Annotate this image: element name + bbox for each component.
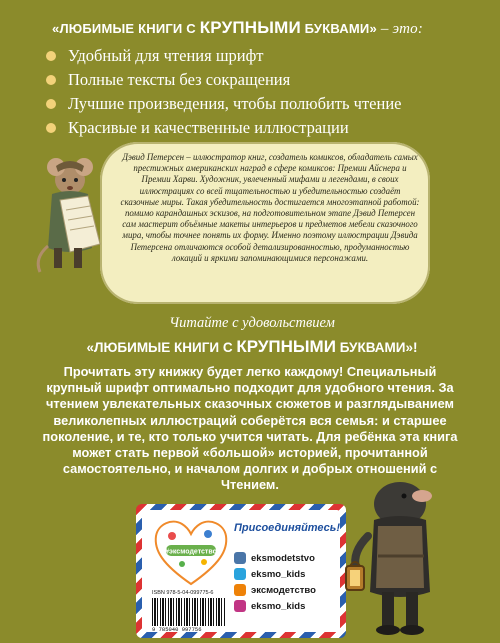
feature-item [46, 116, 466, 140]
quote-close: » [369, 21, 377, 36]
enjoy-line: Читайте с удовольствием [169, 315, 335, 331]
bullet-dot-icon [46, 99, 56, 109]
instagram-icon [234, 600, 246, 612]
feature-item [46, 68, 466, 92]
bullet-dot-icon [46, 51, 56, 61]
quote-open: « [86, 340, 95, 355]
feature-text: Удобный для чтения шрифт [68, 46, 264, 65]
telegram-icon [234, 568, 246, 580]
card-inner [142, 510, 340, 632]
quote-close: »! [405, 340, 418, 355]
description-text: Прочитать эту книжку будет легко каждому! Специальный крупный шрифт оптимально подходит для удобного чтения. За чтением увлекательных сказочных сюжетов и разглядыванием великолепных иллюстраций соберётся вся семья: и старшее поколение, и те, кто только учится читать. Для ребёнка эта книга может стать первой «большой» историей, прочитанной самостоятельно, и началом долгих и добрых отношений с Чтением. [42, 364, 458, 493]
series-part2: БУКВАМИ [300, 21, 370, 36]
ok-icon [234, 584, 246, 596]
barcode-number: 9 785040 997756 [152, 626, 202, 633]
social-handle: эксмодетство [251, 584, 316, 596]
quote-open: « [52, 21, 60, 36]
series-part1: ЛЮБИМЫЕ КНИГИ С [59, 21, 200, 36]
series-big-word: КРУПНЫМИ [199, 18, 301, 37]
feature-text: Красивые и качественные иллюстрации [68, 118, 349, 137]
isbn: ISBN 978-5-04-099775-6 [152, 590, 214, 596]
series-part2: БУКВАМИ [335, 340, 406, 355]
social-handle: eksmodetstvo [251, 552, 315, 564]
heart-label: #эксмодетство [165, 548, 217, 556]
social-item[interactable] [234, 550, 316, 566]
feature-text: Лучшие произведения, чтобы полюбить чтение [68, 94, 402, 113]
mole-with-lantern-illustration [338, 456, 456, 636]
barcode [152, 598, 226, 626]
social-handle: eksmo_kids [251, 600, 306, 612]
social-item[interactable] [234, 598, 316, 614]
feature-item [46, 44, 466, 68]
series-heading [52, 18, 452, 38]
series-part1: ЛЮБИМЫЕ КНИГИ С [94, 340, 237, 355]
vk-icon [234, 552, 246, 564]
feature-item [46, 92, 466, 116]
heading-suffix: – это: [376, 21, 424, 37]
feature-list [46, 44, 466, 140]
mouse-reading-map-illustration [30, 148, 118, 276]
heart-logo-icon [152, 516, 230, 588]
social-links [234, 550, 316, 614]
join-label: Присоединяйтесь! [234, 522, 340, 534]
publisher-card [136, 504, 346, 638]
bullet-dot-icon [46, 123, 56, 133]
social-handle: eksmo_kids [251, 568, 306, 580]
bullet-dot-icon [46, 75, 56, 85]
social-item[interactable] [234, 582, 316, 598]
illustrator-bio: Дэвид Петерсен – иллюстратор книг, создатель комиксов, обладатель самых престижных американских наград в сфере комиксов: Премии Айснера и Премии Харви. Художник, увлеченный мифами и легендами, в своих иллюстрациях со всей тщательностью и убедительностью создаёт сказочные миры. Такая убедительность достигается многоэтапной работой: помимо карандашных эскизов, на подготовительном этапе Дэвид Петерсен сам мастерит объёмные макеты интерьеров и предметов мебели сказочного мира, чтобы точнее понять их форму. Именно поэтому иллюстрации Дэвида Петерсена отличаются особой детализированностью, продуманностью локаций и яркими запоминающимися персонажами. [120, 152, 420, 263]
social-item[interactable] [234, 566, 316, 582]
feature-text: Полные тексты без сокращения [68, 70, 291, 89]
series-big-word: КРУПНЫМИ [236, 337, 336, 356]
enjoy-series-line [52, 337, 452, 357]
